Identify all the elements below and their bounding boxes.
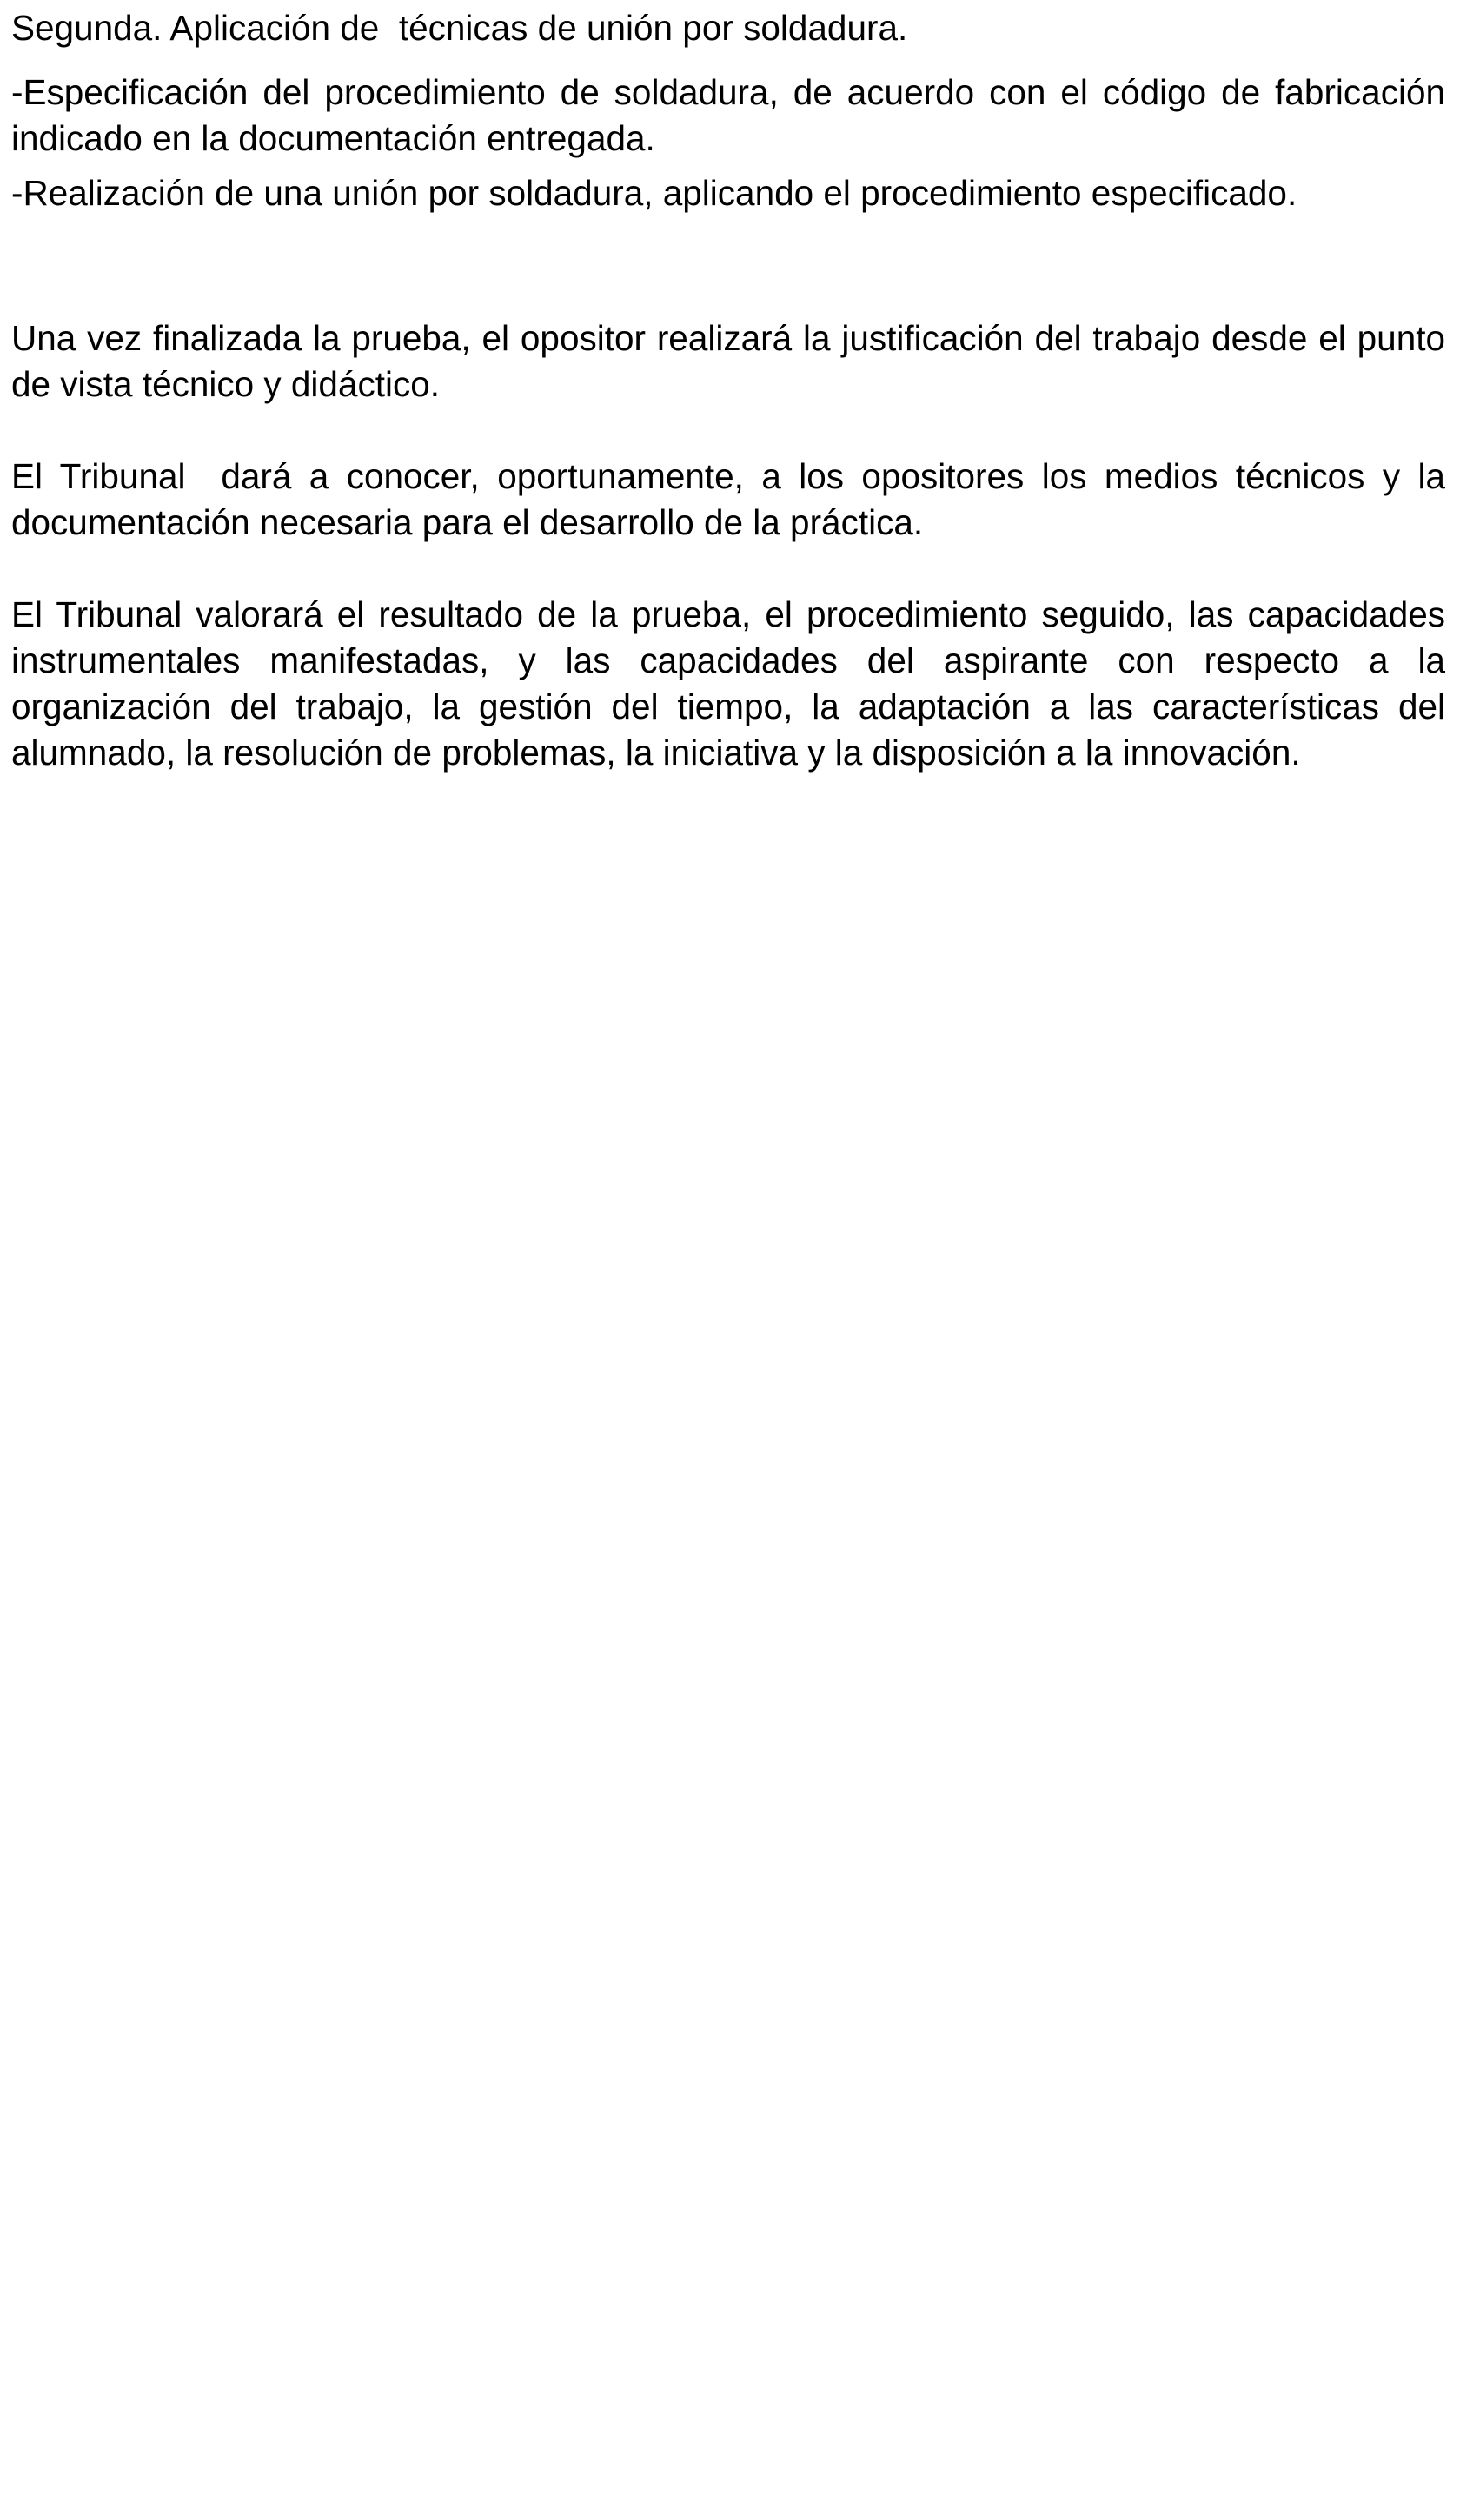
paragraph-justification: Una vez finalizada la prueba, el opositor realizará la justificación del trabajo desde el punto de vista técnico y didáctico. (11, 318, 1445, 404)
paragraph-tribunal-assessment: El Tribunal valorará el resultado de la prueba, el procedimiento seguido, las capacidades instrumentales manifestadas, y las capacidades del aspirante con respecto a la organización del trabajo, la gestión del tiempo, la adaptación a las características del alumnado, la resolución de problemas, la iniciativa y la disposición a la innovación. (11, 594, 1445, 773)
list-item-specification: -Especificación del procedimiento de soldadura, de acuerdo con el código de fabricación indicado en la documentación entregada. (11, 72, 1445, 158)
list-item-realization: -Realización de una unión por soldadura, aplicando el procedimiento especificado. (11, 173, 1297, 213)
paragraph-tribunal-means: El Tribunal dará a conocer, oportunamente, a los opositores los medios técnicos y la documentación necesaria para el desarrollo de la práctica. (11, 456, 1456, 542)
section-heading: Segunda. Aplicación de técnicas de unión por soldadura. (11, 8, 908, 48)
